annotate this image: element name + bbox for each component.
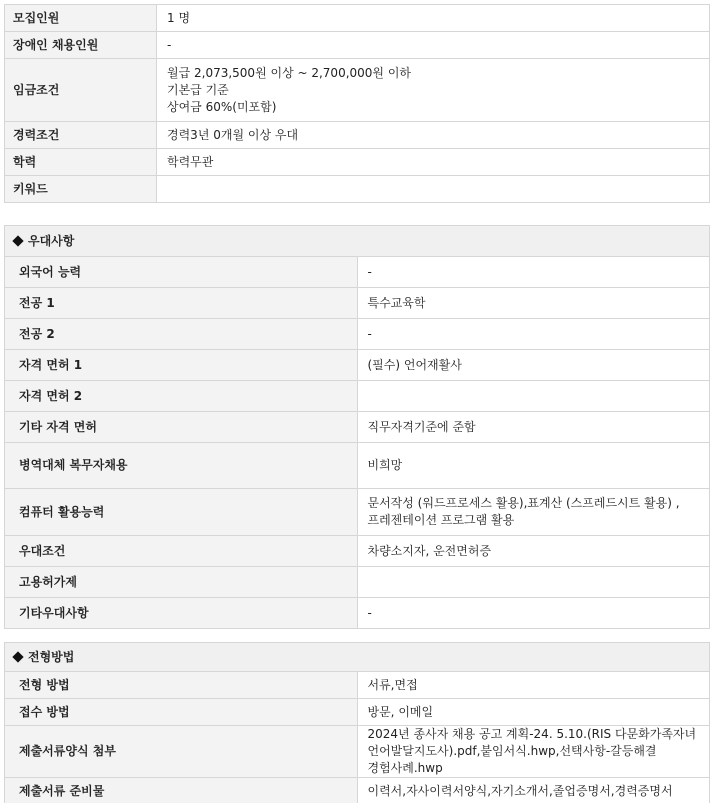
row-label: 제출서류 준비물 xyxy=(5,778,358,803)
row-value: - xyxy=(357,598,710,629)
row-label: 기타우대사항 xyxy=(5,598,358,629)
row-label: 컴퓨터 활용능력 xyxy=(5,489,358,536)
attachment-value: 2024년 종사자 채용 공고 계획-24. 5.10.(RIS 다문화가족자녀 언어발달지도사).pdf,붙임서식.hwp,선택사항-갈등해결 경험사례.hwp xyxy=(357,726,710,778)
row-value xyxy=(157,176,710,203)
row-label: 외국어 능력 xyxy=(5,257,358,288)
row-label: 자격 면허 2 xyxy=(5,381,358,412)
table-row xyxy=(5,288,710,319)
row-value: 1 명 xyxy=(157,5,710,32)
row-label: 기타 자격 면허 xyxy=(5,412,358,443)
row-value: 방문, 이메일 xyxy=(357,699,710,726)
table-row xyxy=(5,672,710,699)
row-value xyxy=(357,567,710,598)
table-row xyxy=(5,59,710,122)
section-header xyxy=(5,643,710,672)
row-value: - xyxy=(357,257,710,288)
table-row xyxy=(5,567,710,598)
section-header xyxy=(5,226,710,257)
table-row xyxy=(5,257,710,288)
row-label: 경력조건 xyxy=(5,122,157,149)
row-label: 임금조건 xyxy=(5,59,157,122)
wage-line: 상여금 60%(미포함) xyxy=(167,99,277,114)
table-row xyxy=(5,598,710,629)
row-value: - xyxy=(157,32,710,59)
row-label: 고용허가제 xyxy=(5,567,358,598)
row-value xyxy=(357,381,710,412)
table-row xyxy=(5,726,710,778)
table-row xyxy=(5,536,710,567)
row-label: 전공 2 xyxy=(5,319,358,350)
diamond-bullet-icon xyxy=(12,651,23,662)
wage-line: 월급 2,073,500원 이상 ~ 2,700,000원 이하 xyxy=(167,65,412,80)
row-label: 모집인원 xyxy=(5,5,157,32)
table-row xyxy=(5,381,710,412)
diamond-bullet-icon xyxy=(12,235,23,246)
table-row xyxy=(5,32,710,59)
row-label: 전공 1 xyxy=(5,288,358,319)
row-label: 키워드 xyxy=(5,176,157,203)
row-value: 이력서,자사이력서양식,자기소개서,졸업증명서,경력증명서 xyxy=(357,778,710,803)
row-label: 우대조건 xyxy=(5,536,358,567)
row-value: 직무자격기준에 준함 xyxy=(357,412,710,443)
row-label: 자격 면허 1 xyxy=(5,350,358,381)
row-label: 병역대체 복무자채용 xyxy=(5,443,358,489)
selection-table xyxy=(4,642,710,803)
table-row xyxy=(5,149,710,176)
row-value: 문서작성 (워드프로세스 활용),표계산 (스프레드시트 활용) ,프레젠테이션 프로그램 활용 xyxy=(357,489,710,536)
table-row xyxy=(5,122,710,149)
row-label: 접수 방법 xyxy=(5,699,358,726)
row-label: 전형 방법 xyxy=(5,672,358,699)
row-value: (필수) 언어재활사 xyxy=(357,350,710,381)
row-value: 특수교육학 xyxy=(357,288,710,319)
preferences-table xyxy=(4,225,710,629)
table-row xyxy=(5,319,710,350)
wage-line: 기본급 기준 xyxy=(167,82,229,97)
table-row xyxy=(5,699,710,726)
row-label: 장애인 채용인원 xyxy=(5,32,157,59)
section-header-row xyxy=(5,226,710,257)
table-row xyxy=(5,489,710,536)
row-value: 경력3년 0개월 이상 우대 xyxy=(157,122,710,149)
table-row xyxy=(5,350,710,381)
section-title: 전형방법 xyxy=(28,649,75,664)
row-value: 비희망 xyxy=(357,443,710,489)
row-label: 학력 xyxy=(5,149,157,176)
row-value: - xyxy=(357,319,710,350)
table-row xyxy=(5,5,710,32)
section-title: 우대사항 xyxy=(28,233,75,248)
row-value: 학력무관 xyxy=(157,149,710,176)
row-label: 제출서류양식 첨부 xyxy=(5,726,358,778)
table-row xyxy=(5,778,710,803)
row-value: 차량소지자, 운전면허증 xyxy=(357,536,710,567)
table-row xyxy=(5,412,710,443)
table-row xyxy=(5,443,710,489)
table-row xyxy=(5,176,710,203)
row-value: 서류,면접 xyxy=(357,672,710,699)
conditions-table xyxy=(4,4,710,203)
wage-value xyxy=(157,59,710,122)
section-header-row xyxy=(5,643,710,672)
